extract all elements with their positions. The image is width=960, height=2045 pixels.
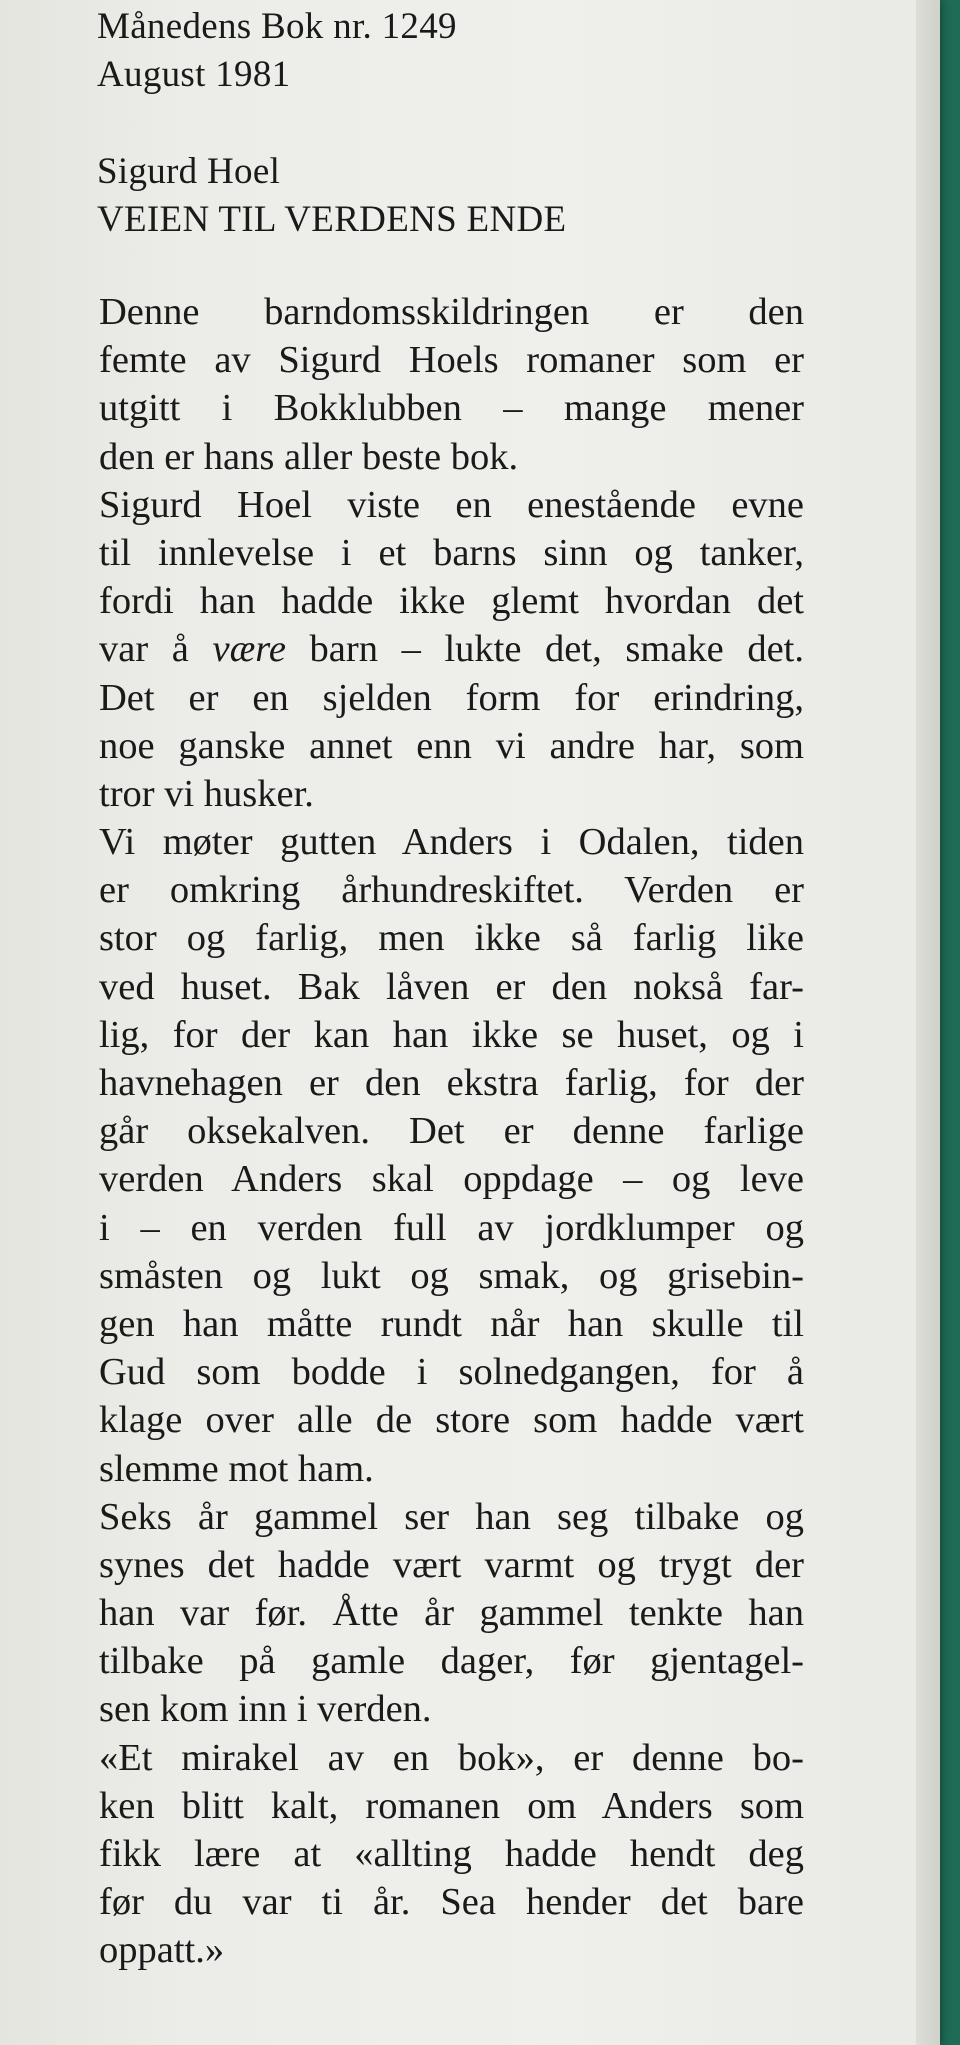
text-line: Denne barndomsskildringen er den	[99, 291, 804, 333]
text-line: i – en verden full av jordklumper og	[99, 1206, 804, 1249]
text-line: gen han måtte rundt når han skulle til	[99, 1302, 804, 1345]
text-line: tilbake på gamle dager, før gjentagel-	[99, 1640, 804, 1683]
blurb-text	[99, 288, 804, 1975]
text-line: til innlevelse i et barns sinn og tanker,	[99, 531, 804, 574]
text-line: den er hans aller beste bok.	[99, 435, 519, 478]
text-line: går oksekalven. Det er denne farlige	[99, 1110, 804, 1153]
text-line: er omkring århundreskiftet. Verden er	[99, 869, 804, 912]
text-line: fordi han hadde ikke glemt hvordan det	[99, 580, 804, 623]
book-heading	[97, 148, 566, 244]
text-line: noe ganske annet enn vi andre har, som	[99, 724, 804, 767]
text-line: Seks år gammel ser han seg tilbake og	[99, 1495, 804, 1538]
text-line: oppatt.»	[99, 1929, 225, 1972]
issue-date: August 1981	[97, 54, 291, 95]
text-line-with-italic	[99, 625, 804, 673]
text-line: femte av Sigurd Hoels romaner som er	[99, 339, 804, 382]
text-line: havnehagen er den ekstra farlig, for der	[99, 1062, 804, 1104]
text-line: Vi møter gutten Anders i Odalen, tiden	[99, 821, 804, 864]
text-line: tror vi husker.	[99, 772, 314, 815]
text-segment: var å	[99, 628, 213, 671]
text-line: lig, for der kan han ikke se huset, og i	[99, 1013, 804, 1056]
text-line: Gud som bodde i solnedgangen, for å	[99, 1351, 804, 1394]
author-name: Sigurd Hoel	[97, 151, 281, 192]
paper-edge	[916, 0, 940, 2045]
text-line: ved huset. Bak låven er den nokså far-	[99, 965, 804, 1008]
text-line: klage over alle de store som hadde vært	[99, 1399, 804, 1442]
issue-header	[97, 3, 457, 99]
text-line: han var før. Åtte år gammel tenkte han	[99, 1592, 804, 1635]
text-line: Det er en sjelden form for erindring,	[99, 676, 804, 719]
text-line: «Et mirakel av en bok», er denne bo-	[99, 1736, 804, 1779]
text-line: stor og farlig, men ikke så farlig like	[99, 917, 804, 960]
text-line: utgitt i Bokklubben – mange mener	[99, 387, 804, 430]
text-line: ken blitt kalt, romanen om Anders som	[99, 1784, 804, 1827]
text-line: før du var ti år. Sea hender det bare	[99, 1881, 804, 1924]
text-line: slemme mot ham.	[99, 1447, 374, 1490]
text-line: fikk lære at «allting hadde hendt deg	[99, 1833, 804, 1875]
text-line: sen kom inn i verden.	[99, 1688, 432, 1731]
text-line: synes det hadde vært varmt og trygt der	[99, 1543, 804, 1586]
text-line: småsten og lukt og smak, og grisebin-	[99, 1254, 804, 1297]
book-title: VEIEN TIL VERDENS ENDE	[97, 199, 567, 240]
text-line: verden Anders skal oppdage – og leve	[99, 1158, 804, 1201]
issue-number: Månedens Bok nr. 1249	[97, 6, 457, 47]
text-line: Sigurd Hoel viste en enestående evne	[99, 483, 804, 526]
text-segment: barn – lukte det, smake det.	[285, 628, 804, 671]
italic-word: være	[212, 628, 286, 671]
